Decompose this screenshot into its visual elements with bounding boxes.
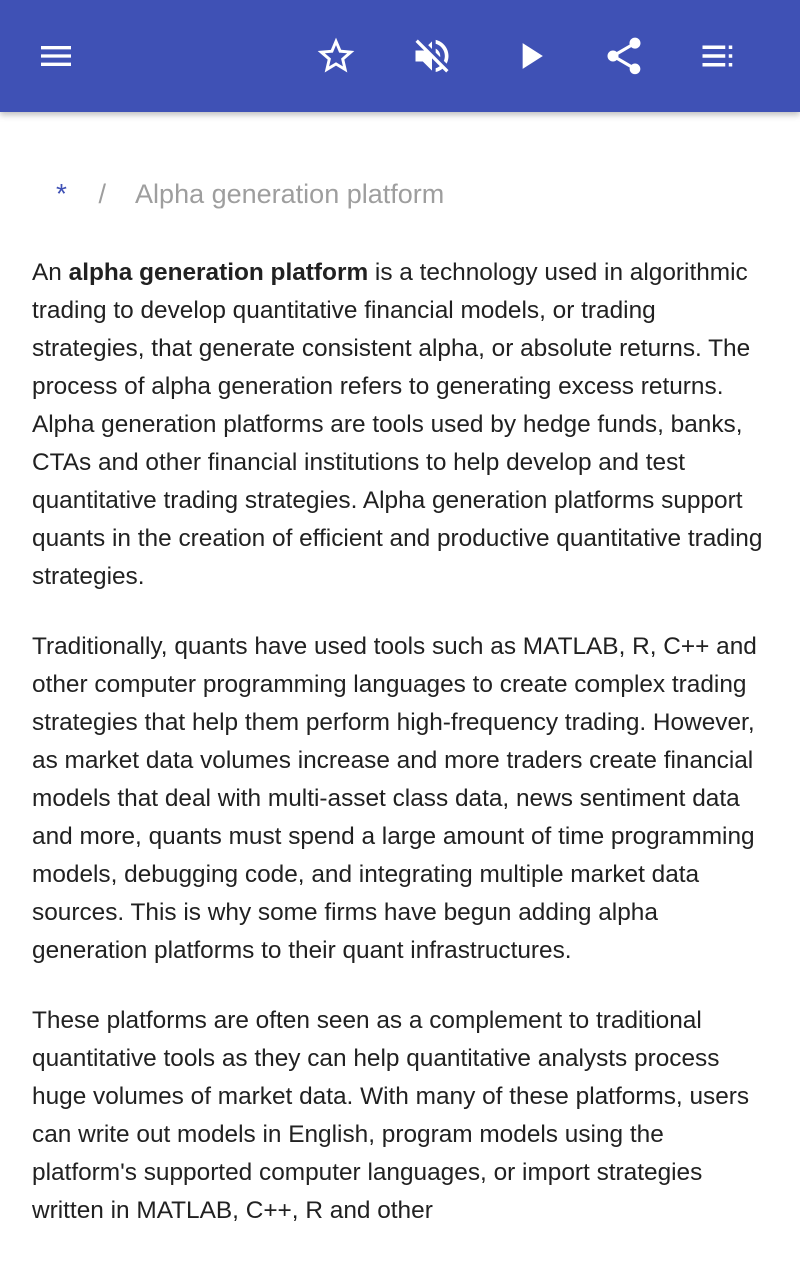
menu-icon <box>36 36 76 76</box>
play-button[interactable] <box>502 28 558 84</box>
article-view[interactable] <box>0 112 800 1280</box>
app-bar <box>0 0 800 112</box>
breadcrumb-separator: / <box>98 179 107 209</box>
paragraph-1-text: is a technology used in algorithmic trading to develop quantitative financial models, or trading strategies, that generate consistent alpha, or absolute returns. The process of alpha generation refers to generating excess returns. Alpha generation platforms are tools used by hedge funds, banks, CTAs and other financial institutions to help develop and test quantitative trading strategies. Alpha generation platforms support quants in the creation of efficient and productive quantitative trading strategies. <box>32 259 763 590</box>
share-icon <box>602 34 646 78</box>
mute-button[interactable] <box>404 28 460 84</box>
paragraph-3: These platforms are often seen as a complement to traditional quantitative tools as they can help quantitative analysts process huge volumes of market data. With many of these platforms, users can write out models in English, program models using the platform's supported computer languages, or import strategies written in MATLAB, C++, R and other <box>32 1007 750 1224</box>
paragraph-1-intro: An <box>32 259 69 286</box>
paragraph-1 <box>32 254 772 596</box>
breadcrumb-current: Alpha generation platform <box>135 179 445 209</box>
share-button[interactable] <box>596 28 652 84</box>
favorite-button[interactable] <box>308 28 364 84</box>
volume-off-icon <box>410 34 454 78</box>
article-body <box>32 254 772 1262</box>
menu-button[interactable] <box>28 28 84 84</box>
playlist-icon <box>699 35 741 77</box>
article-term: alpha generation platform <box>68 259 369 286</box>
breadcrumb <box>56 178 444 210</box>
paragraph-2: Traditionally, quants have used tools such as MATLAB, R, C++ and other computer programming languages to create complex trading strategies that help them perform high-frequency trading. However, as market data volumes increase and more traders create financial models that deal with multi-asset class data, news sentiment data and more, quants must spend a large amount of time programming models, debugging code, and integrating multiple market data sources. This is why some firms have begun adding alpha generation platforms to their quant infrastructures. <box>32 633 757 964</box>
contents-button[interactable] <box>692 28 748 84</box>
play-icon <box>508 34 552 78</box>
star-outline-icon <box>314 34 358 78</box>
breadcrumb-home-link[interactable]: * <box>56 178 67 209</box>
